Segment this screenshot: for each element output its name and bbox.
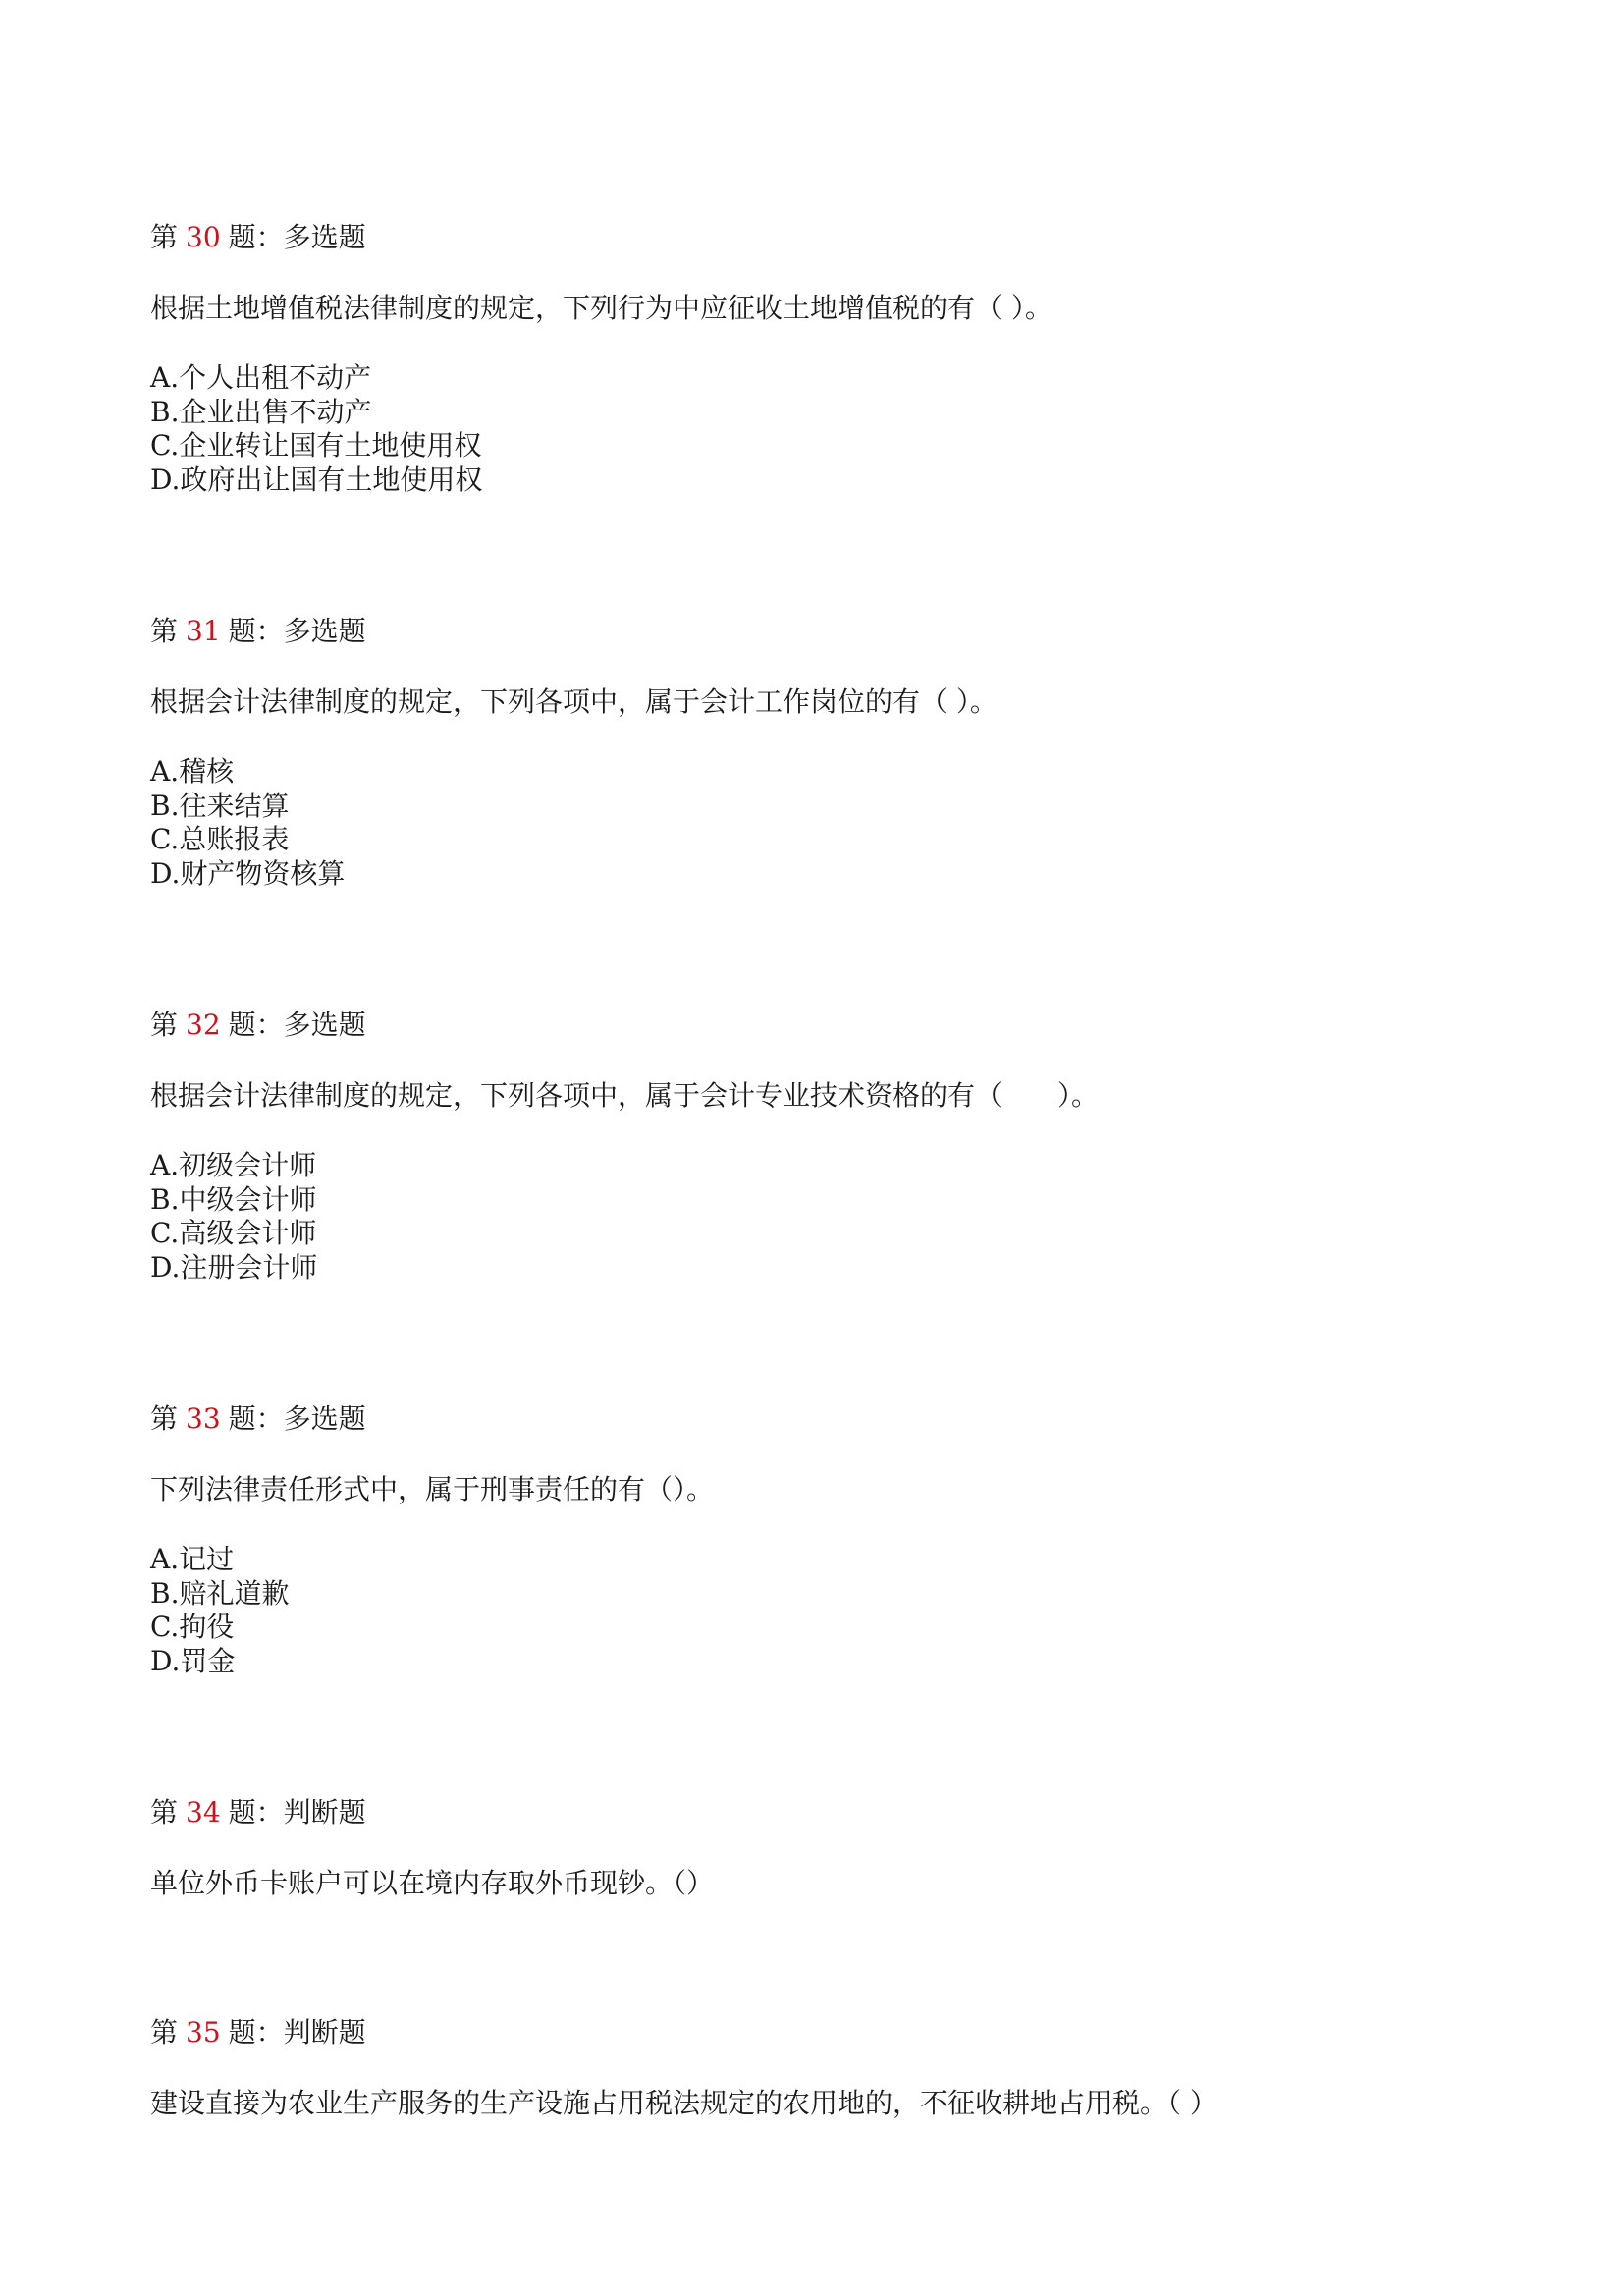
question-type: 题：多选题	[228, 615, 366, 647]
question-type: 题：多选题	[228, 1402, 366, 1435]
question-stem: 根据会计法律制度的规定，下列各项中，属于会计工作岗位的有（ ）。	[150, 685, 998, 718]
question-type: 题：多选题	[228, 1009, 366, 1041]
option-d: D.罚金	[150, 1644, 236, 1677]
option-a: A.个人出租不动产	[150, 361, 372, 394]
option-b: B.赔礼道歉	[150, 1576, 290, 1610]
question-number: 30	[186, 221, 221, 253]
option-list	[150, 755, 1544, 891]
question-prefix: 第	[150, 615, 179, 647]
question-number: 31	[186, 615, 221, 647]
option-c: C.总账报表	[150, 823, 290, 855]
question-stem: 下列法律责任形式中，属于刑事责任的有（）。	[150, 1473, 715, 1505]
question-header	[150, 2015, 1544, 2050]
option-b: B.企业出售不动产	[150, 395, 372, 428]
option-c: C.拘役	[150, 1611, 235, 1643]
question-stem: 根据会计法律制度的规定，下列各项中，属于会计专业技术资格的有（ ）。	[150, 1079, 1100, 1112]
option-c: C.企业转让国有土地使用权	[150, 429, 482, 462]
option-list	[150, 361, 1544, 497]
question-30	[150, 220, 1544, 497]
question-prefix: 第	[150, 221, 179, 253]
question-prefix: 第	[150, 1402, 179, 1435]
question-prefix: 第	[150, 1009, 179, 1041]
question-stem: 单位外币卡账户可以在境内存取外币现钞。（）	[150, 1867, 715, 1899]
option-list	[150, 1149, 1544, 1285]
question-type: 题：多选题	[228, 221, 366, 253]
question-header	[150, 614, 1544, 649]
question-number: 32	[186, 1009, 221, 1041]
question-type: 题：判断题	[228, 2016, 366, 2049]
question-type: 题：判断题	[228, 1796, 366, 1829]
option-a: A.记过	[150, 1543, 235, 1575]
question-32	[150, 1008, 1544, 1285]
question-31	[150, 614, 1544, 891]
question-stem: 根据土地增值税法律制度的规定，下列行为中应征收土地增值税的有（ ）。	[150, 292, 1053, 324]
option-a: A.初级会计师	[150, 1149, 317, 1181]
option-d: D.政府出让国有土地使用权	[150, 463, 483, 496]
option-b: B.中级会计师	[150, 1182, 317, 1216]
question-number: 35	[186, 2016, 221, 2049]
question-prefix: 第	[150, 1796, 179, 1829]
option-b: B.往来结算	[150, 789, 290, 822]
question-35	[150, 2015, 1544, 2121]
option-list	[150, 1543, 1544, 1678]
question-number: 34	[186, 1796, 221, 1829]
question-34	[150, 1795, 1544, 1901]
option-d: D.财产物资核算	[150, 856, 346, 890]
question-header	[150, 1401, 1544, 1437]
option-a: A.稽核	[150, 755, 235, 788]
question-number: 33	[186, 1402, 221, 1435]
question-stem: 建设直接为农业生产服务的生产设施占用税法规定的农用地的，不征收耕地占用税。（ ）	[150, 2087, 1217, 2119]
option-c: C.高级会计师	[150, 1217, 317, 1249]
question-prefix: 第	[150, 2016, 179, 2049]
question-33	[150, 1401, 1544, 1678]
question-header	[150, 1795, 1544, 1831]
question-header	[150, 220, 1544, 255]
option-d: D.注册会计师	[150, 1250, 318, 1284]
question-header	[150, 1008, 1544, 1043]
